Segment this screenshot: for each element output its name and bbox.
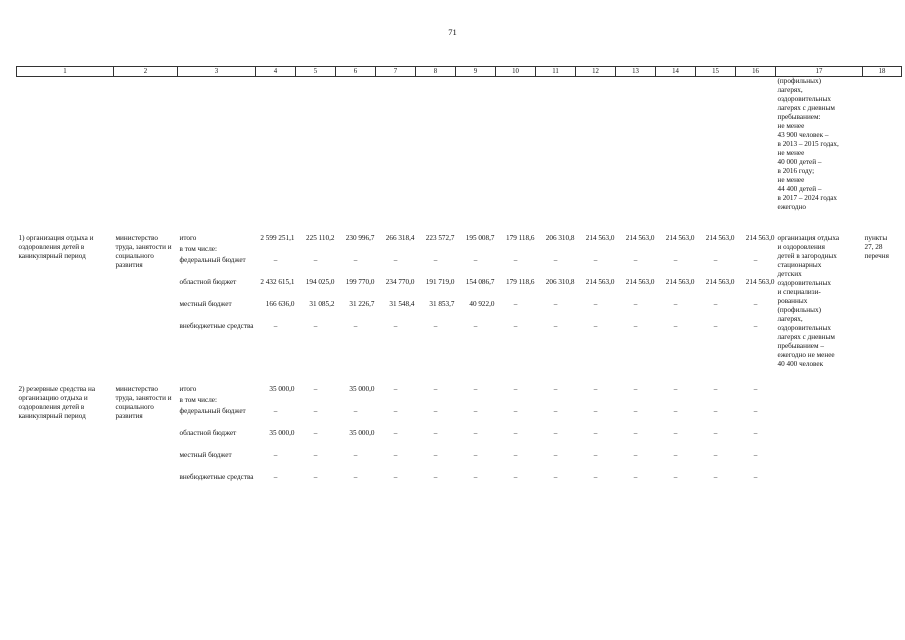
value-cell: – <box>713 473 718 481</box>
value-cell: – <box>473 451 478 459</box>
value-cell: 191 719,0 <box>425 278 455 286</box>
executor: министерство труда, занятости и социального развития <box>115 385 172 420</box>
source-label: областной бюджет <box>179 429 237 437</box>
value-cell: – <box>753 473 758 481</box>
value-cell: 166 636,0 <box>265 300 295 308</box>
value-cell: 214 563,0 <box>745 234 775 242</box>
value-cell: – <box>313 322 318 330</box>
value-column <box>496 234 536 369</box>
value-cell: 206 310,8 <box>545 234 575 242</box>
value-cell <box>296 396 336 407</box>
result-line: организация отдыха <box>777 234 840 242</box>
value-cell: – <box>593 300 598 308</box>
value-cell: 2 432 615,1 <box>260 278 295 286</box>
source-label: итого <box>179 385 197 393</box>
value-cell: 40 922,0 <box>469 300 495 308</box>
value-cell <box>256 245 296 256</box>
empty-cell <box>376 77 416 213</box>
value-column <box>696 385 736 495</box>
value-cell: – <box>313 407 318 415</box>
result-line: детских <box>777 270 802 278</box>
column-number: 11 <box>536 67 576 77</box>
value-cell: – <box>433 322 438 330</box>
spacer-cell <box>17 369 902 385</box>
reference-line: перечня <box>864 252 889 260</box>
value-cell: – <box>313 256 318 264</box>
value-cell: 214 563,0 <box>625 234 655 242</box>
value-cell: – <box>593 256 598 264</box>
value-cell: – <box>353 451 358 459</box>
result-line: не менее <box>777 122 805 130</box>
empty-cell <box>696 77 736 213</box>
value-cell: 214 563,0 <box>665 234 695 242</box>
value-cell: – <box>673 407 678 415</box>
value-cell: 223 572,7 <box>425 234 455 242</box>
column-number: 3 <box>178 67 256 77</box>
empty-cell <box>496 77 536 213</box>
result-line: пребыванием: <box>777 113 821 121</box>
value-cell <box>376 245 416 256</box>
value-cell: – <box>753 385 758 393</box>
value-cell: – <box>753 451 758 459</box>
value-cell: – <box>393 473 398 481</box>
value-cell: – <box>313 385 318 393</box>
column-number: 15 <box>696 67 736 77</box>
result-line: ежегодно не менее <box>777 351 835 359</box>
value-cell: – <box>553 300 558 308</box>
column-number: 6 <box>336 67 376 77</box>
result-line: и оздоровления <box>777 243 825 251</box>
empty-cell <box>17 77 114 213</box>
empty-cell <box>178 77 256 213</box>
value-cell: – <box>353 407 358 415</box>
value-cell: 225 110,2 <box>306 234 335 242</box>
column-number: 13 <box>616 67 656 77</box>
value-cell <box>496 245 536 256</box>
result-line: стационарных <box>777 261 822 269</box>
value-cell: – <box>593 451 598 459</box>
value-column <box>536 385 576 495</box>
empty-cell <box>114 77 178 213</box>
value-cell <box>456 245 496 256</box>
result-line: 43 900 человек – <box>777 131 829 139</box>
value-cell: – <box>633 451 638 459</box>
value-cell: – <box>393 256 398 264</box>
result-line: (профильных) <box>777 306 821 314</box>
source-label: областной бюджет <box>179 278 237 286</box>
source-label: в том числе: <box>179 396 217 404</box>
value-column <box>616 234 656 369</box>
value-cell: – <box>713 256 718 264</box>
value-cell: 214 563,0 <box>665 278 695 286</box>
spacer-row <box>17 369 902 385</box>
value-cell: – <box>713 407 718 415</box>
empty-cell <box>536 77 576 213</box>
column-number: 1 <box>17 67 114 77</box>
result-line: оздоровительных <box>777 95 831 103</box>
value-column <box>416 234 456 369</box>
value-cell <box>336 396 376 407</box>
value-cell: – <box>513 407 518 415</box>
value-cell: 230 996,7 <box>345 234 375 242</box>
source-label: местный бюджет <box>179 300 232 308</box>
column-number-row <box>17 67 902 77</box>
source-label: местный бюджет <box>179 451 232 459</box>
value-cell: – <box>313 429 318 437</box>
column-number: 7 <box>376 67 416 77</box>
value-cell: – <box>673 429 678 437</box>
value-cell: – <box>633 429 638 437</box>
result-line: лагерях с дневным <box>777 104 835 112</box>
value-cell: – <box>513 429 518 437</box>
spacer-cell <box>17 212 902 234</box>
value-column <box>696 234 736 369</box>
value-cell: – <box>753 322 758 330</box>
value-cell: – <box>553 429 558 437</box>
executor: министерство труда, занятости и социального развития <box>115 234 172 269</box>
activity-name: 2) резервные средства на организацию отдыха и оздоровления детей в каникулярный период <box>18 385 96 420</box>
value-cell <box>496 396 536 407</box>
value-cell <box>696 245 736 256</box>
value-column <box>416 385 456 495</box>
result-line: лагерях с дневным <box>777 333 835 341</box>
value-cell: – <box>473 322 478 330</box>
value-cell: – <box>473 385 478 393</box>
column-number: 18 <box>863 67 902 77</box>
value-column <box>296 385 336 495</box>
value-cell: – <box>633 385 638 393</box>
value-cell: – <box>513 385 518 393</box>
empty-cell <box>656 77 696 213</box>
value-cell <box>376 396 416 407</box>
value-cell: – <box>753 407 758 415</box>
value-cell <box>256 396 296 407</box>
value-cell: – <box>433 473 438 481</box>
value-cell <box>616 245 656 256</box>
value-cell: – <box>673 300 678 308</box>
continuation-result <box>776 77 863 213</box>
column-number: 14 <box>656 67 696 77</box>
value-column <box>296 234 336 369</box>
value-cell: – <box>393 407 398 415</box>
value-cell: 31 085,2 <box>309 300 335 308</box>
value-column <box>456 385 496 495</box>
value-cell: – <box>433 429 438 437</box>
value-cell: – <box>393 451 398 459</box>
reference <box>863 385 902 495</box>
value-cell: – <box>273 407 278 415</box>
program-row <box>17 385 902 495</box>
value-column <box>656 385 696 495</box>
value-cell: 179 118,6 <box>506 278 535 286</box>
result-line: 40 000 детей – <box>777 158 822 166</box>
value-cell: – <box>273 451 278 459</box>
result-line: оздоровительных <box>777 279 831 287</box>
value-cell: – <box>593 429 598 437</box>
value-cell: 214 563,0 <box>705 278 735 286</box>
page-number: 71 <box>448 27 457 37</box>
value-cell: – <box>553 407 558 415</box>
source-label: федеральный бюджет <box>179 256 246 264</box>
column-number: 2 <box>114 67 178 77</box>
result-line: не менее <box>777 176 805 184</box>
value-cell: – <box>753 429 758 437</box>
column-number: 4 <box>256 67 296 77</box>
value-cell <box>416 245 456 256</box>
value-cell: – <box>673 385 678 393</box>
value-cell: 214 563,0 <box>625 278 655 286</box>
value-cell: 35 000,0 <box>269 429 295 437</box>
value-cell: – <box>313 473 318 481</box>
value-cell: – <box>473 473 478 481</box>
column-number: 5 <box>296 67 336 77</box>
value-column <box>536 234 576 369</box>
value-cell: – <box>513 256 518 264</box>
value-cell: – <box>273 322 278 330</box>
value-cell <box>416 396 456 407</box>
value-cell <box>736 396 776 407</box>
value-cell: – <box>473 256 478 264</box>
expected-result <box>776 234 863 369</box>
value-cell: – <box>393 322 398 330</box>
value-cell: 214 563,0 <box>585 278 615 286</box>
result-line: рованных <box>777 297 808 305</box>
source-label: внебюджетные средства <box>179 322 254 330</box>
value-cell: – <box>673 451 678 459</box>
value-cell <box>296 245 336 256</box>
value-cell: – <box>713 451 718 459</box>
result-line: в 2016 году; <box>777 167 815 175</box>
value-cell: 199 770,0 <box>345 278 375 286</box>
source-label: итого <box>179 234 197 242</box>
value-cell: – <box>393 385 398 393</box>
value-cell: – <box>473 407 478 415</box>
value-cell: – <box>673 322 678 330</box>
column-number: 9 <box>456 67 496 77</box>
empty-cell <box>336 77 376 213</box>
program-table <box>16 66 902 495</box>
value-cell: 31 226,7 <box>349 300 375 308</box>
value-cell: – <box>553 473 558 481</box>
result-line: 44 400 детей – <box>777 185 822 193</box>
value-column <box>336 385 376 495</box>
continuation-row <box>17 77 902 213</box>
empty-cell <box>256 77 296 213</box>
value-cell: – <box>513 300 518 308</box>
value-cell: – <box>633 473 638 481</box>
value-cell: 35 000,0 <box>269 385 295 393</box>
source-label: внебюджетные средства <box>179 473 254 481</box>
value-cell: – <box>713 385 718 393</box>
value-cell: 214 563,0 <box>705 234 735 242</box>
value-cell: – <box>593 473 598 481</box>
value-column <box>256 385 296 495</box>
value-cell: – <box>513 473 518 481</box>
value-cell <box>536 245 576 256</box>
value-cell: 195 008,7 <box>465 234 495 242</box>
empty-cell <box>296 77 336 213</box>
reference <box>863 234 902 369</box>
value-cell: 214 563,0 <box>745 278 775 286</box>
result-line: и специализи- <box>777 288 821 296</box>
value-cell: 234 770,0 <box>385 278 415 286</box>
value-cell: – <box>713 322 718 330</box>
value-cell: – <box>553 322 558 330</box>
result-line: ежегодно <box>777 203 807 211</box>
program-row <box>17 234 902 369</box>
value-cell: – <box>553 451 558 459</box>
value-column <box>656 234 696 369</box>
activity-name: 1) организация отдыха и оздоровления детей в каникулярный период <box>18 234 94 260</box>
result-line: лагерях, <box>777 315 803 323</box>
value-cell: – <box>553 385 558 393</box>
empty-cell <box>863 77 902 213</box>
value-cell: 179 118,6 <box>506 234 535 242</box>
value-cell <box>456 396 496 407</box>
column-number: 16 <box>736 67 776 77</box>
value-cell: – <box>593 385 598 393</box>
value-cell <box>616 396 656 407</box>
value-cell: 266 318,4 <box>385 234 415 242</box>
value-cell: 31 853,7 <box>429 300 455 308</box>
result-line: в 2017 – 2024 годах <box>777 194 838 202</box>
value-cell: – <box>593 407 598 415</box>
column-number: 8 <box>416 67 456 77</box>
value-cell <box>656 396 696 407</box>
value-column <box>376 385 416 495</box>
value-cell: 35 000,0 <box>349 429 375 437</box>
value-cell: 194 025,0 <box>305 278 335 286</box>
value-cell: – <box>353 322 358 330</box>
value-cell <box>576 396 616 407</box>
result-line: детей в загородных <box>777 252 837 260</box>
value-cell: – <box>313 451 318 459</box>
value-cell <box>336 245 376 256</box>
value-column <box>576 385 616 495</box>
result-line: не менее <box>777 149 805 157</box>
value-cell: – <box>513 451 518 459</box>
value-cell: – <box>553 256 558 264</box>
value-cell: – <box>393 429 398 437</box>
value-cell: – <box>273 256 278 264</box>
source-label: в том числе: <box>179 245 217 253</box>
value-cell: – <box>633 322 638 330</box>
value-cell: 214 563,0 <box>585 234 615 242</box>
result-line: в 2013 – 2015 годах, <box>777 140 839 148</box>
value-cell: – <box>473 429 478 437</box>
value-cell: – <box>673 256 678 264</box>
value-cell: – <box>273 473 278 481</box>
funding-sources <box>178 385 256 495</box>
value-cell <box>696 396 736 407</box>
reference-line: пункты <box>864 234 888 242</box>
value-cell <box>536 396 576 407</box>
value-cell: 2 599 251,1 <box>260 234 295 242</box>
result-line: оздоровительных <box>777 324 831 332</box>
result-line: лагерях, <box>777 86 803 94</box>
value-column <box>336 234 376 369</box>
value-cell: – <box>433 451 438 459</box>
value-cell <box>736 245 776 256</box>
value-cell: – <box>593 322 598 330</box>
value-cell: – <box>353 473 358 481</box>
value-cell: – <box>433 256 438 264</box>
value-cell: – <box>633 300 638 308</box>
value-column <box>256 234 296 369</box>
value-column <box>736 385 776 495</box>
value-cell: – <box>433 385 438 393</box>
value-cell: 206 310,8 <box>545 278 575 286</box>
column-number: 17 <box>776 67 863 77</box>
empty-cell <box>576 77 616 213</box>
value-column <box>616 385 656 495</box>
value-cell: – <box>753 300 758 308</box>
value-cell: – <box>713 300 718 308</box>
value-cell: – <box>753 256 758 264</box>
empty-cell <box>456 77 496 213</box>
value-cell: 154 086,7 <box>465 278 495 286</box>
result-line: 40 400 человек <box>777 360 824 368</box>
spacer-row <box>17 212 902 234</box>
reference-line: 27, 28 <box>864 243 883 251</box>
value-cell: – <box>673 473 678 481</box>
value-cell: – <box>633 256 638 264</box>
value-column <box>576 234 616 369</box>
funding-sources <box>178 234 256 369</box>
result-line: пребыванием – <box>777 342 824 350</box>
value-column <box>496 385 536 495</box>
value-cell: 31 548,4 <box>389 300 415 308</box>
value-cell: – <box>633 407 638 415</box>
empty-cell <box>416 77 456 213</box>
value-cell: – <box>433 407 438 415</box>
source-label: федеральный бюджет <box>179 407 246 415</box>
column-number: 10 <box>496 67 536 77</box>
value-cell <box>656 245 696 256</box>
empty-cell <box>616 77 656 213</box>
value-column <box>376 234 416 369</box>
result-line: (профильных) <box>777 77 821 85</box>
value-cell: – <box>513 322 518 330</box>
value-cell <box>576 245 616 256</box>
value-cell: 35 000,0 <box>349 385 375 393</box>
expected-result <box>776 385 863 495</box>
value-cell: – <box>353 256 358 264</box>
value-cell: – <box>713 429 718 437</box>
empty-cell <box>736 77 776 213</box>
table-body <box>17 77 902 496</box>
value-column <box>736 234 776 369</box>
column-number: 12 <box>576 67 616 77</box>
value-column <box>456 234 496 369</box>
